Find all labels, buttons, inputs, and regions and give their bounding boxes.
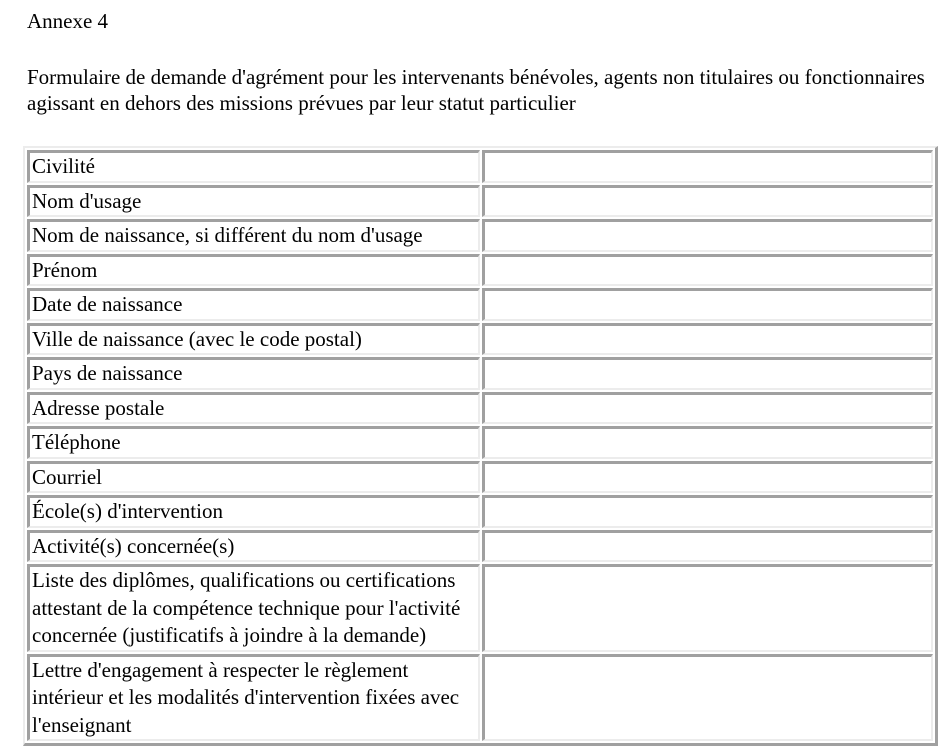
form-row-adresse	[27, 392, 933, 425]
form-row-ecoles	[27, 495, 933, 528]
form-row-telephone	[27, 426, 933, 459]
field-value-telephone[interactable]	[482, 426, 933, 459]
field-label: Adresse postale	[27, 392, 480, 425]
field-value-lettre-engagement[interactable]	[482, 654, 933, 742]
field-value-activites[interactable]	[482, 530, 933, 563]
form-row-prenom	[27, 254, 933, 287]
form-row-activites	[27, 530, 933, 563]
field-label: Prénom	[27, 254, 480, 287]
field-label: Nom d'usage	[27, 185, 480, 218]
field-label: Courriel	[27, 461, 480, 494]
form-row-nom-naissance	[27, 219, 933, 252]
field-value-nom-usage[interactable]	[482, 185, 933, 218]
form-row-civilite	[27, 150, 933, 183]
field-value-adresse[interactable]	[482, 392, 933, 425]
field-value-pays-naissance[interactable]	[482, 357, 933, 390]
form-row-pays-naissance	[27, 357, 933, 390]
form-row-diplomes	[27, 564, 933, 652]
annex-number: Annexe 4	[27, 9, 109, 33]
field-label: Liste des diplômes, qualifications ou certifications attestant de la compétence technique pour l'activité concernée (justificatifs à joindre à la demande)	[27, 564, 480, 652]
field-label: Nom de naissance, si différent du nom d'usage	[27, 219, 480, 252]
field-label: Téléphone	[27, 426, 480, 459]
field-label: Activité(s) concernée(s)	[27, 530, 480, 563]
field-label: Lettre d'engagement à respecter le règlement intérieur et les modalités d'intervention fixées avec l'enseignant	[27, 654, 480, 742]
document-title: Formulaire de demande d'agrément pour les intervenants bénévoles, agents non titulaires ou fonctionnaires agissant en dehors des missions prévues par leur statut particulier	[27, 65, 925, 115]
form-row-nom-usage	[27, 185, 933, 218]
field-value-courriel[interactable]	[482, 461, 933, 494]
field-label: École(s) d'intervention	[27, 495, 480, 528]
field-value-ville-naissance[interactable]	[482, 323, 933, 356]
form-row-ville-naissance	[27, 323, 933, 356]
form-row-courriel	[27, 461, 933, 494]
field-value-diplomes[interactable]	[482, 564, 933, 652]
field-value-date-naissance[interactable]	[482, 288, 933, 321]
form-row-lettre-engagement	[27, 654, 933, 742]
application-form-table	[23, 146, 938, 746]
field-label: Pays de naissance	[27, 357, 480, 390]
field-label: Civilité	[27, 150, 480, 183]
field-value-prenom[interactable]	[482, 254, 933, 287]
form-row-date-naissance	[27, 288, 933, 321]
field-label: Ville de naissance (avec le code postal)	[27, 323, 480, 356]
field-value-civilite[interactable]	[482, 150, 933, 183]
field-value-ecoles[interactable]	[482, 495, 933, 528]
field-label: Date de naissance	[27, 288, 480, 321]
field-value-nom-naissance[interactable]	[482, 219, 933, 252]
